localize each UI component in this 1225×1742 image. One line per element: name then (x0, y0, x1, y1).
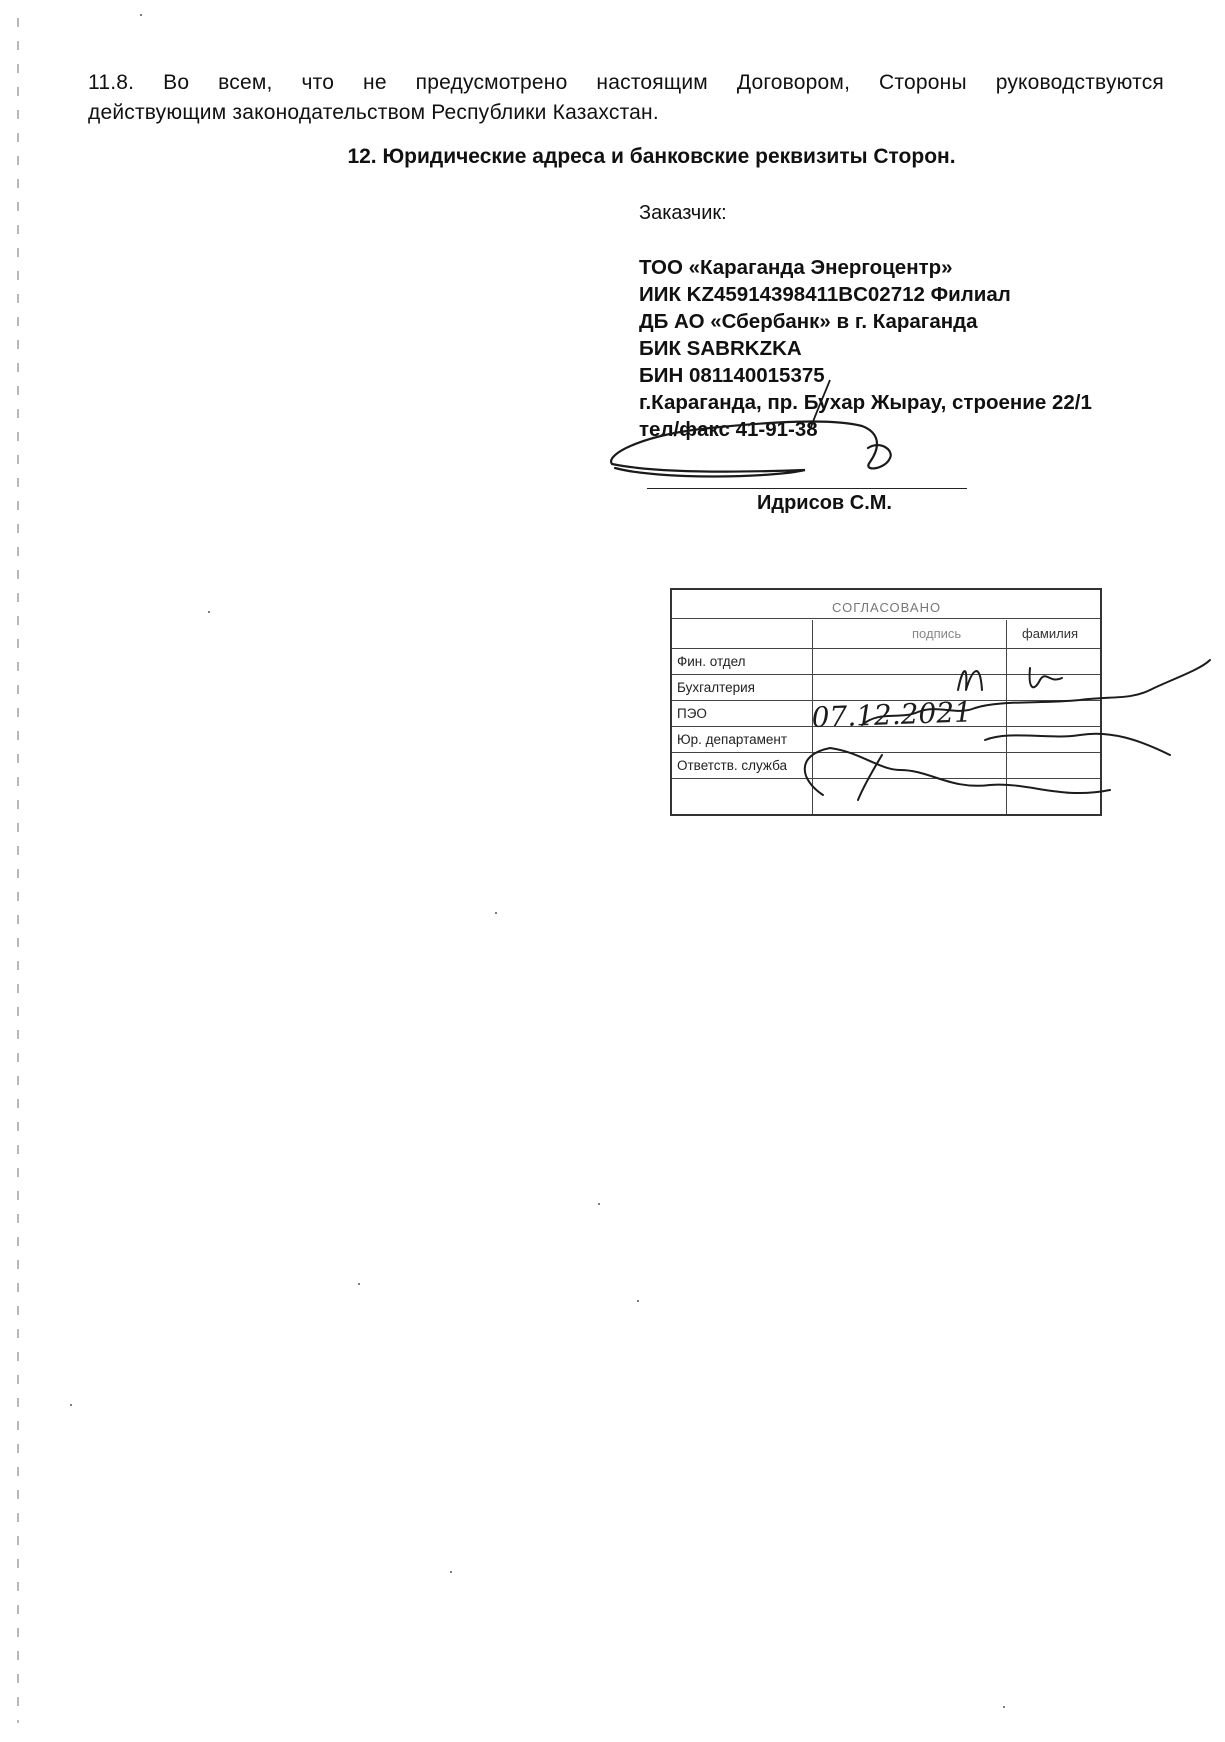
stamp-col-surname: фамилия (1022, 626, 1079, 641)
scan-speck (495, 912, 497, 914)
stamp-divider (672, 726, 1100, 727)
scan-speck (637, 1300, 639, 1302)
requisite-bin: БИН 081140015375 (639, 364, 825, 387)
scan-speck (140, 14, 142, 16)
customer-label: Заказчик: (639, 202, 727, 224)
stamp-divider (672, 674, 1100, 675)
requisite-phone: тел/факс 41-91-38 (639, 418, 818, 441)
approval-stamp (670, 588, 1102, 816)
stamp-handwritten-date: 07.12.2021 (811, 695, 973, 734)
requisite-bik: БИК SABRKZKA (639, 337, 802, 360)
signature-image (600, 360, 960, 490)
requisite-address: г.Караганда, пр. Бухар Жырау, строение 22/1 (639, 391, 1092, 414)
requisite-bank: ДБ АО «Сбербанк» в г. Караганда (639, 310, 978, 333)
stamp-divider (672, 618, 1100, 619)
stamp-divider (672, 752, 1100, 753)
stamp-row-finance: Фин. отдел (677, 654, 746, 669)
stamp-row-peo: ПЭО (677, 706, 707, 721)
clause-line-2: действующим законодательством Республики Казахстан. (88, 101, 659, 124)
requisite-iik: ИИК KZ45914398411BC02712 Филиал (639, 283, 1011, 306)
scan-speck (208, 611, 210, 613)
stamp-title: СОГЛАСОВАНО (832, 600, 942, 615)
stamp-divider (672, 778, 1100, 779)
stamp-row-accounting: Бухгалтерия (677, 680, 755, 695)
stamp-row-responsible: Ответств. служба (677, 758, 788, 773)
stamp-divider (672, 648, 1100, 649)
section-heading: 12. Юридические адреса и банковские реквизиты Сторон. (347, 145, 956, 168)
signature-line (647, 488, 967, 489)
stamp-col-divider (812, 620, 813, 814)
stamp-row-legal: Юр. департамент (677, 732, 788, 747)
clause-11-8 (88, 68, 1164, 128)
stamp-col-divider (1006, 620, 1007, 814)
scan-speck (1003, 1706, 1005, 1708)
scan-edge-marks (16, 18, 20, 1723)
scan-speck (450, 1571, 452, 1573)
stamp-divider (672, 700, 1100, 701)
stamp-col-signature: подпись (912, 626, 962, 641)
scan-speck (70, 1404, 72, 1406)
clause-line-1: 11.8. Во всем, что не предусмотрено настоящим Договором, Стороны руководствуются (88, 71, 1164, 94)
scan-speck (358, 1283, 360, 1285)
requisite-company: ТОО «Караганда Энергоцентр» (639, 256, 953, 279)
scan-speck (598, 1203, 600, 1205)
signatory-name: Идрисов С.М. (757, 492, 892, 514)
